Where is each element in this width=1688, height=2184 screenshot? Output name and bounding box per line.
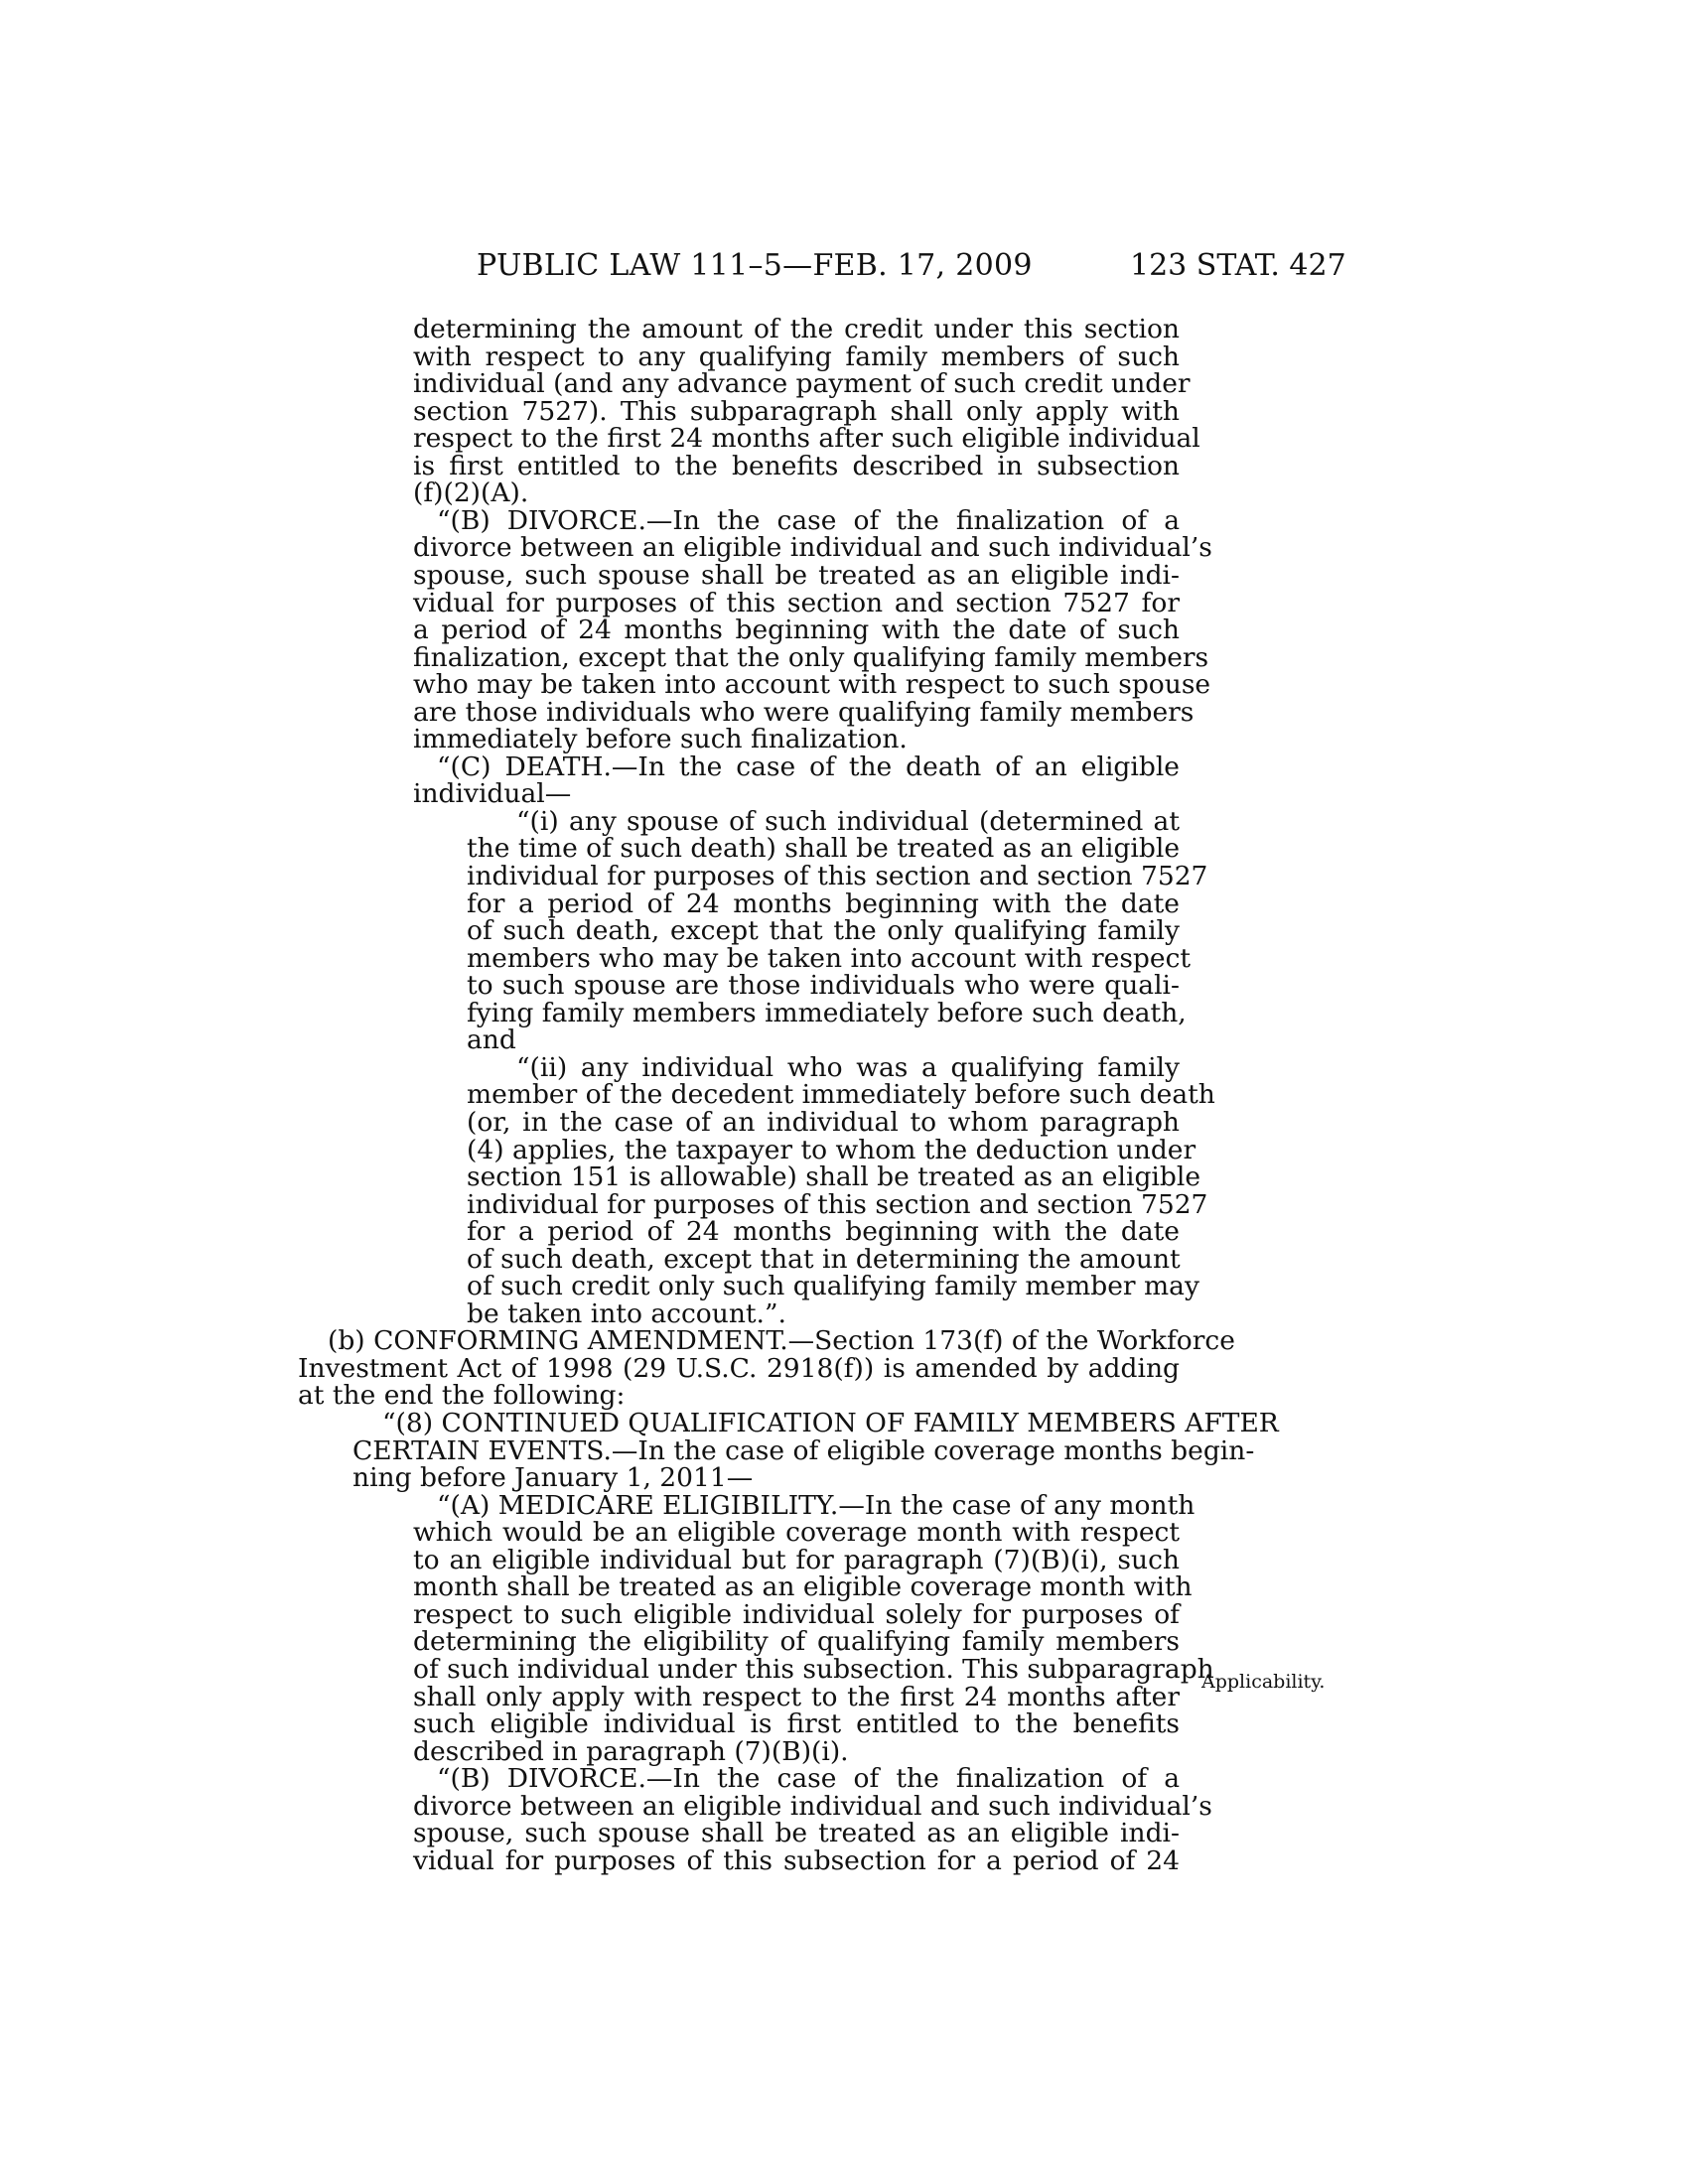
page-header-title: PUBLIC LAW 111–5—FEB. 17, 2009 [477, 248, 1033, 283]
text-line: determining the amount of the credit under this section [413, 314, 1180, 344]
text-line: determining the eligibility of qualifying family members [413, 1626, 1180, 1658]
text-line: to such spouse are those individuals who were quali- [467, 970, 1180, 1002]
text-line: of such death, except that in determining the amount [467, 1243, 1181, 1275]
text-line: CERTAIN EVENTS.—In the case of eligible coverage months begin- [352, 1434, 1255, 1466]
text-line: “(B) DIVORCE.—In the case of the finalization of a [437, 1763, 1180, 1795]
text-line: section 151 is allowable) shall be treated as an eligible [467, 1161, 1200, 1193]
text-line: vidual for purposes of this section and section 7527 for [413, 587, 1180, 618]
text-line: such eligible individual is first entitled to the benefits [413, 1708, 1180, 1740]
text-line: finalization, except that the only qualifying family members [413, 641, 1209, 673]
text-line: of such individual under this subsection. This subparagraph [413, 1653, 1214, 1685]
text-line: for a period of 24 months beginning with the date [467, 887, 1180, 919]
text-line: individual (and any advance payment of such credit under [413, 368, 1191, 400]
text-line: for a period of 24 months beginning with the date [467, 1216, 1180, 1248]
text-line: individual for purposes of this section and section 7527 [467, 1188, 1208, 1220]
text-line: “(B) DIVORCE.—In the case of the finalization of a [437, 504, 1180, 536]
text-line: of such credit only such qualifying family member may [467, 1271, 1199, 1302]
text-line: respect to the first 24 months after such eligible individual [413, 423, 1200, 455]
text-line: fying family members immediately before such death, [467, 997, 1187, 1028]
text-line: a period of 24 months beginning with the date of such [413, 614, 1180, 646]
text-line: are those individuals who were qualifying family members [413, 696, 1195, 728]
text-line: divorce between an eligible individual and such individual’s [413, 532, 1212, 564]
text-line: to an eligible individual but for paragraph (7)(B)(i), such [413, 1544, 1180, 1575]
text-line: month shall be treated as an eligible coverage month with [413, 1571, 1193, 1603]
page-header-stat: 123 STAT. 427 [1130, 248, 1346, 283]
text-line: individual for purposes of this section and section 7527 [467, 861, 1208, 891]
text-line: “(A) MEDICARE ELIGIBILITY.—In the case of any month [437, 1489, 1196, 1521]
text-line: and [467, 1024, 516, 1056]
text-line: be taken into account.”. [467, 1297, 786, 1329]
text-line: with respect to any qualifying family members of such [413, 341, 1180, 372]
text-line: members who may be taken into account with respect [467, 942, 1192, 974]
text-line: (4) applies, the taxpayer to whom the deduction under [467, 1134, 1196, 1165]
text-line: at the end the following: [298, 1380, 626, 1412]
text-line: “(8) CONTINUED QUALIFICATION OF FAMILY MEMBERS AFTER [382, 1408, 1279, 1438]
text-line: divorce between an eligible individual and such individual’s [413, 1790, 1212, 1822]
margin-note: Applicability. [1201, 1671, 1326, 1693]
text-line: spouse, such spouse shall be treated as an eligible indi- [413, 559, 1180, 591]
text-line: (or, in the case of an individual to whom paragraph [467, 1106, 1180, 1138]
text-line: immediately before such finalization. [413, 724, 908, 755]
text-line: (b) CONFORMING AMENDMENT.—Section 173(f) of the Workforce [328, 1325, 1235, 1357]
text-line: Investment Act of 1998 (29 U.S.C. 2918(f)) is amended by adding [298, 1352, 1180, 1384]
text-line: which would be an eligible coverage month with respect [413, 1517, 1180, 1549]
text-line: is first entitled to the benefits described in subsection [413, 450, 1180, 481]
text-line: described in paragraph (7)(B)(i). [413, 1735, 849, 1767]
text-line: “(i) any spouse of such individual (determined at [516, 805, 1180, 837]
text-line: of such death, except that the only qualifying family [467, 915, 1180, 947]
text-line: “(C) DEATH.—In the case of the death of an eligible [437, 751, 1180, 782]
text-line: “(ii) any individual who was a qualifying family [516, 1051, 1180, 1083]
text-line: the time of such death) shall be treated as an eligible [467, 833, 1181, 865]
text-line: (f)(2)(A). [413, 478, 529, 509]
text-line: ning before January 1, 2011— [352, 1462, 754, 1494]
text-line: who may be taken into account with respect to such spouse [413, 669, 1211, 701]
text-line: individual— [413, 778, 572, 810]
text-line: member of the decedent immediately before such death [467, 1079, 1215, 1111]
text-line: spouse, such spouse shall be treated as an eligible indi- [413, 1818, 1180, 1849]
text-line: respect to such eligible individual solely for purposes of [413, 1598, 1180, 1630]
text-line: section 7527). This subparagraph shall only apply with [413, 395, 1180, 427]
text-line: shall only apply with respect to the first 24 months after [413, 1681, 1180, 1712]
text-line: vidual for purposes of this subsection for a period of 24 [413, 1844, 1180, 1876]
